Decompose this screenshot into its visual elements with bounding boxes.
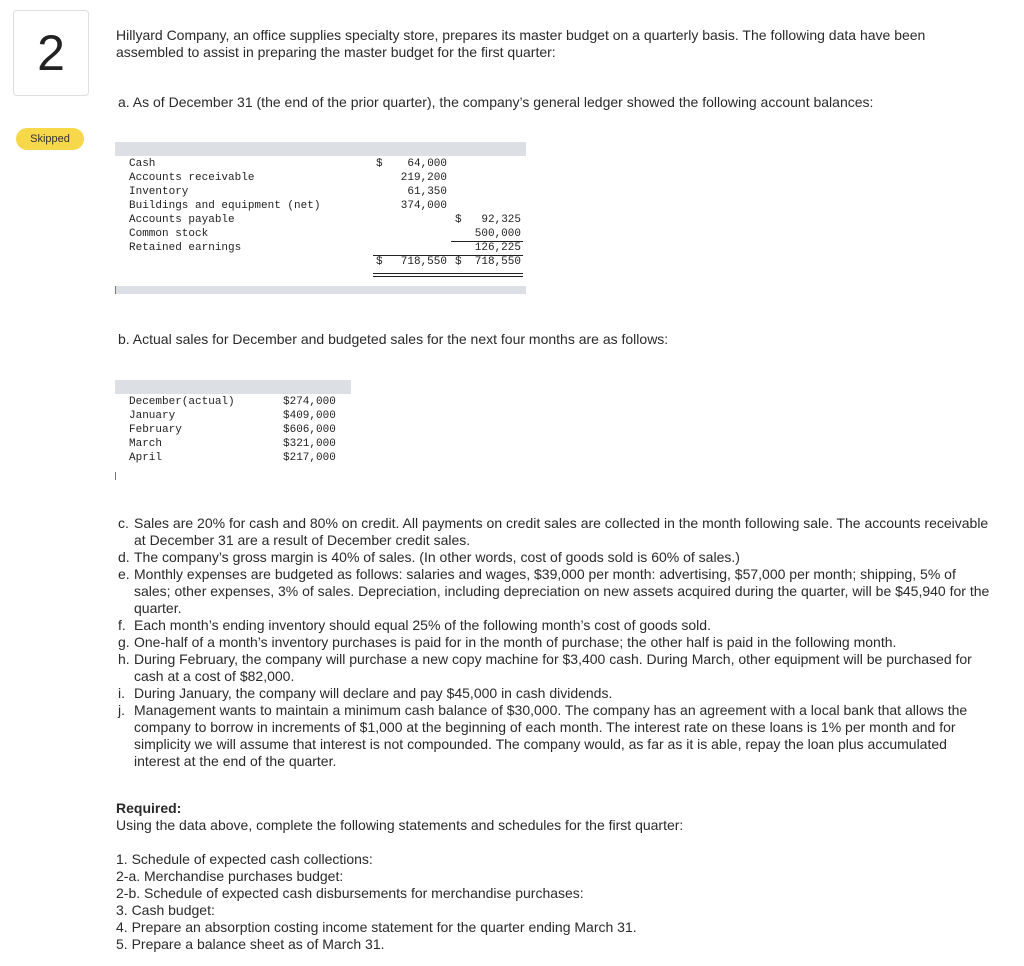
credit-currency: $ — [455, 214, 462, 226]
list-item-text: During February, the company will purchase a new copy machine for $3,400 cash. During March, other equipment will be purchased for cash at a cost of $82,000. — [134, 651, 972, 684]
list-item — [118, 685, 990, 702]
required-task: 2-a. Merchandise purchases budget: — [116, 868, 344, 884]
status-badge: Skipped — [16, 128, 84, 150]
list-item-text: Sales are 20% for cash and 80% on credit. All payments on credit sales are collected in the month following sale. The accounts receivable at December 31 are a result of December credit sales. — [134, 515, 989, 548]
balance-credit: 92,325 — [481, 214, 521, 226]
list-item — [118, 702, 990, 770]
list-item-text: Management wants to maintain a minimum cash balance of $30,000. The company has an agreement with a local bank that allows the company to borrow in increments of $1,000 at the beginning of each month. The interest rate on these loans is 1% per month and for simplicity we will assume that interest is not compounded. The company would, as far as it is able, repay the loan plus accumulated interest at the end of the quarter. — [134, 702, 968, 769]
question-number: 2 — [13, 10, 89, 96]
required-title: Required: — [116, 800, 182, 816]
required-task: 4. Prepare an absorption costing income statement for the quarter ending March 31. — [116, 919, 637, 935]
data-items-list — [118, 515, 990, 770]
question-intro: Hillyard Company, an office supplies specialty store, prepares its master budget on a quarterly basis. The following data have been assembled to assist in preparing the master budget for the first quarter: — [116, 27, 926, 60]
list-item — [118, 549, 990, 566]
required-text: Using the data above, complete the following statements and schedules for the first quarter: — [116, 817, 684, 833]
list-item-marker: i. — [118, 685, 125, 701]
required-tasks-list — [116, 851, 637, 953]
list-item — [118, 515, 990, 549]
total-debit-currency: $ — [376, 256, 383, 268]
balance-debit: 374,000 — [400, 200, 447, 212]
list-item — [118, 617, 990, 634]
paragraph-a: a. As of December 31 (the end of the prior quarter), the company’s general ledger showed the following account balances: — [118, 94, 874, 110]
sales-amount: $217,000 — [283, 452, 336, 464]
total-debit: 718,550 — [400, 256, 447, 268]
list-item — [118, 651, 990, 685]
list-item-text: Monthly expenses are budgeted as follows: salaries and wages, $39,000 per month: advertising, $57,000 per month; shipping, 5% of sales; other expenses, 3% of sales. Depreciation, including depreciation on new assets acquired during the quarter, will be $45,940 for the quarter. — [134, 566, 990, 616]
required-section — [116, 800, 996, 834]
balance-debit: 61,350 — [407, 186, 447, 198]
balance-label: Accounts receivable — [129, 172, 255, 184]
sales-month: December(actual) — [129, 396, 235, 408]
double-rule-2 — [373, 276, 523, 277]
sales-month: January — [129, 410, 176, 422]
paragraph-b: b. Actual sales for December and budgeted sales for the next four months are as follows: — [118, 331, 669, 347]
subtotal-rule — [451, 241, 523, 242]
sales-month: March — [129, 438, 163, 450]
list-item-marker: c. — [118, 515, 129, 531]
list-item-marker: f. — [118, 617, 126, 633]
list-item-marker: j. — [118, 702, 125, 718]
list-item — [118, 566, 990, 617]
list-item — [118, 634, 990, 651]
table-footer-bar — [115, 472, 351, 480]
balance-label: Accounts payable — [129, 214, 235, 226]
total-credit: 718,550 — [474, 256, 521, 268]
balance-debit: 219,200 — [400, 172, 447, 184]
sales-table — [115, 380, 351, 480]
balance-label: Common stock — [129, 228, 209, 240]
sales-month: February — [129, 424, 182, 436]
balance-label: Cash — [129, 158, 156, 170]
sales-amount: $321,000 — [283, 438, 336, 450]
required-task: 2-b. Schedule of expected cash disbursements for merchandise purchases: — [116, 885, 584, 901]
total-credit-currency: $ — [455, 256, 462, 268]
balance-credit: 126,225 — [474, 242, 521, 254]
list-item-text: The company’s gross margin is 40% of sales. (In other words, cost of goods sold is 60% of sales.) — [134, 549, 740, 565]
balance-credit: 500,000 — [474, 228, 521, 240]
required-task: 1. Schedule of expected cash collections: — [116, 851, 373, 867]
table-footer-bar — [115, 286, 526, 294]
sales-amount: $409,000 — [283, 410, 336, 422]
table-header-bar — [115, 380, 351, 394]
required-task: 5. Prepare a balance sheet as of March 31. — [116, 936, 385, 952]
debit-currency: $ — [376, 158, 383, 170]
list-item-marker: g. — [118, 634, 130, 650]
table-header-bar — [115, 142, 526, 156]
balance-label: Inventory — [129, 186, 189, 198]
list-item-text: One-half of a month’s inventory purchases is paid for in the month of purchase; the other half is paid in the following month. — [134, 634, 897, 650]
account-balances-table — [115, 142, 526, 294]
balance-debit: 64,000 — [407, 158, 447, 170]
list-item-marker: d. — [118, 549, 130, 565]
list-item-marker: h. — [118, 651, 130, 667]
balance-label: Retained earnings — [129, 242, 242, 254]
sales-month: April — [129, 452, 163, 464]
sales-amount: $274,000 — [283, 396, 336, 408]
double-rule-1 — [373, 273, 523, 274]
required-task: 3. Cash budget: — [116, 902, 215, 918]
list-item-text: During January, the company will declare and pay $45,000 in cash dividends. — [134, 685, 613, 701]
list-item-text: Each month’s ending inventory should equal 25% of the following month’s cost of goods sold. — [134, 617, 711, 633]
list-item-marker: e. — [118, 566, 130, 582]
sales-amount: $606,000 — [283, 424, 336, 436]
balance-label: Buildings and equipment (net) — [129, 200, 321, 212]
